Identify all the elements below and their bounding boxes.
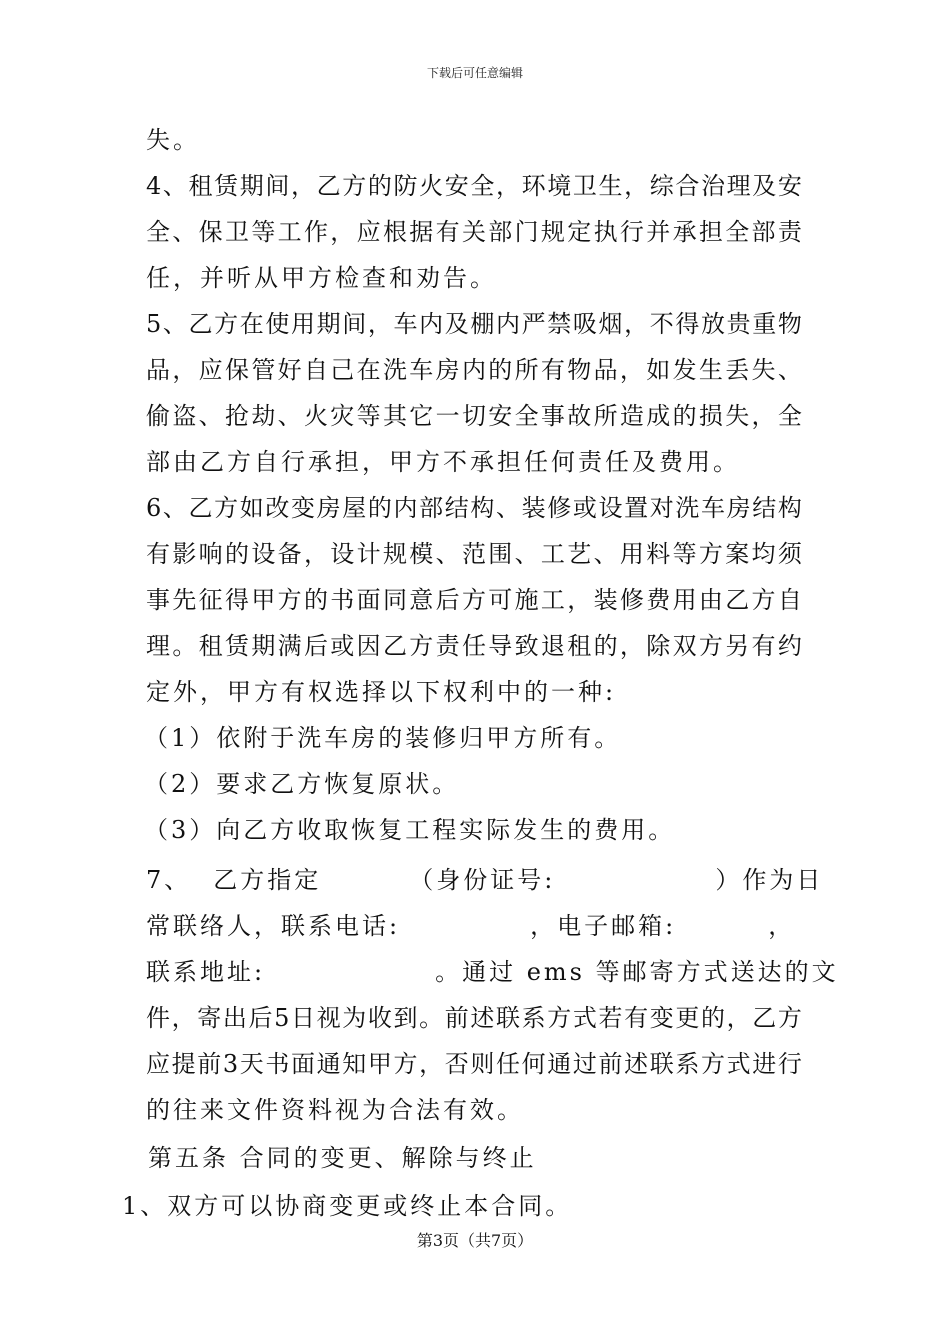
text-line: 定外，甲方有权选择以下权利中的一种: <box>146 678 617 706</box>
text-line: 理 。 租 赁 期 满 后 或 因 乙 方 责 任 导 致 退 租 的 ， 除 双 方 另 有 约 <box>146 632 802 660</box>
text-line: 品 ， 应 保 管 好 自 己 在 洗 车 房 内 的 所 有 物 品 ， 如 发 生 丢 失 、 <box>146 356 802 384</box>
text-line <box>146 958 839 986</box>
list-item: （2）要求乙方恢复原状。 <box>144 770 460 798</box>
page-footer: 第3页（共7页） <box>416 1231 534 1250</box>
text-line: 6 、 乙 方 如 改 变 房 屋 的 内 部 结 构 、 装 修 或 设 置 对 洗 车 房 结 构 <box>146 494 802 522</box>
text-fragment: 。通过 ems 等邮寄方式送达的文 <box>435 958 839 986</box>
text-line: 4 、 租 赁 期 间 ， 乙 方 的 防 火 安 全 ， 环 境 卫 生 ， 综 合 治 理 及 安 <box>146 172 802 200</box>
page-header: 下载后可任意编辑 <box>426 66 523 80</box>
text-line: 件 ， 寄 出 后 5 日 视 为 收 到 。 前 述 联 系 方 式 若 有 变 更 的 ， 乙 方 <box>146 1004 802 1032</box>
text-fragment: 乙方指定 <box>213 866 322 894</box>
text-fragment: ，电子邮箱: <box>530 912 677 940</box>
list-item: （3）向乙方收取恢复工程实际发生的费用。 <box>144 816 676 844</box>
text-fragment: 联系地址: <box>146 958 266 986</box>
text-line: 全 、 保 卫 等 工 作 ， 应 根 据 有 关 部 门 规 定 执 行 并 承 担 全 部 责 <box>146 218 802 246</box>
list-item: （1）依附于洗车房的装修归甲方所有。 <box>144 724 622 752</box>
text-line: 部由乙方自行承担，甲方不承担任何责任及费用。 <box>146 448 740 476</box>
text-line: 5 、 乙 方 在 使 用 期 间 ， 车 内 及 棚 内 严 禁 吸 烟 ， 不 得 放 贵 重 物 <box>146 310 802 338</box>
article-heading: 第五条 合同的变更、解除与终止 <box>148 1144 537 1172</box>
text-line: 有 影 响 的 设 备 ， 设 计 规 模 、 范 围 、 工 艺 、 用 料 等 方 案 均 须 <box>146 540 802 568</box>
text-fragment: ）作为日 <box>715 866 824 894</box>
item-number: 7、 <box>146 866 192 894</box>
text-line: 事 先 征 得 甲 方 的 书 面 同 意 后 方 可 施 工 ， 装 修 费 用 由 乙 方 自 <box>146 586 802 614</box>
text-line: 应 提 前 3 天 书 面 通 知 甲 方 ， 否 则 任 何 通 过 前 述 联 系 方 式 进 行 <box>146 1050 802 1078</box>
text-line: 任，并听从甲方检查和劝告。 <box>146 264 497 292</box>
text-fragment: （身份证号: <box>409 866 556 894</box>
text-line <box>146 912 795 940</box>
text-fragment: ， <box>768 912 796 940</box>
text-fragment: 常联络人，联系电话: <box>146 912 401 940</box>
text-line: 偷 盗 、 抢 劫 、 火 灾 等 其 它 一 切 安 全 事 故 所 造 成 的 损 失 ， 全 <box>146 402 802 430</box>
text-line: 的往来文件资料视为合法有效。 <box>146 1096 524 1124</box>
text-line <box>146 866 823 894</box>
text-line: 1、双方可以协商变更或终止本合同。 <box>122 1192 573 1220</box>
text-line: 失。 <box>146 126 200 154</box>
